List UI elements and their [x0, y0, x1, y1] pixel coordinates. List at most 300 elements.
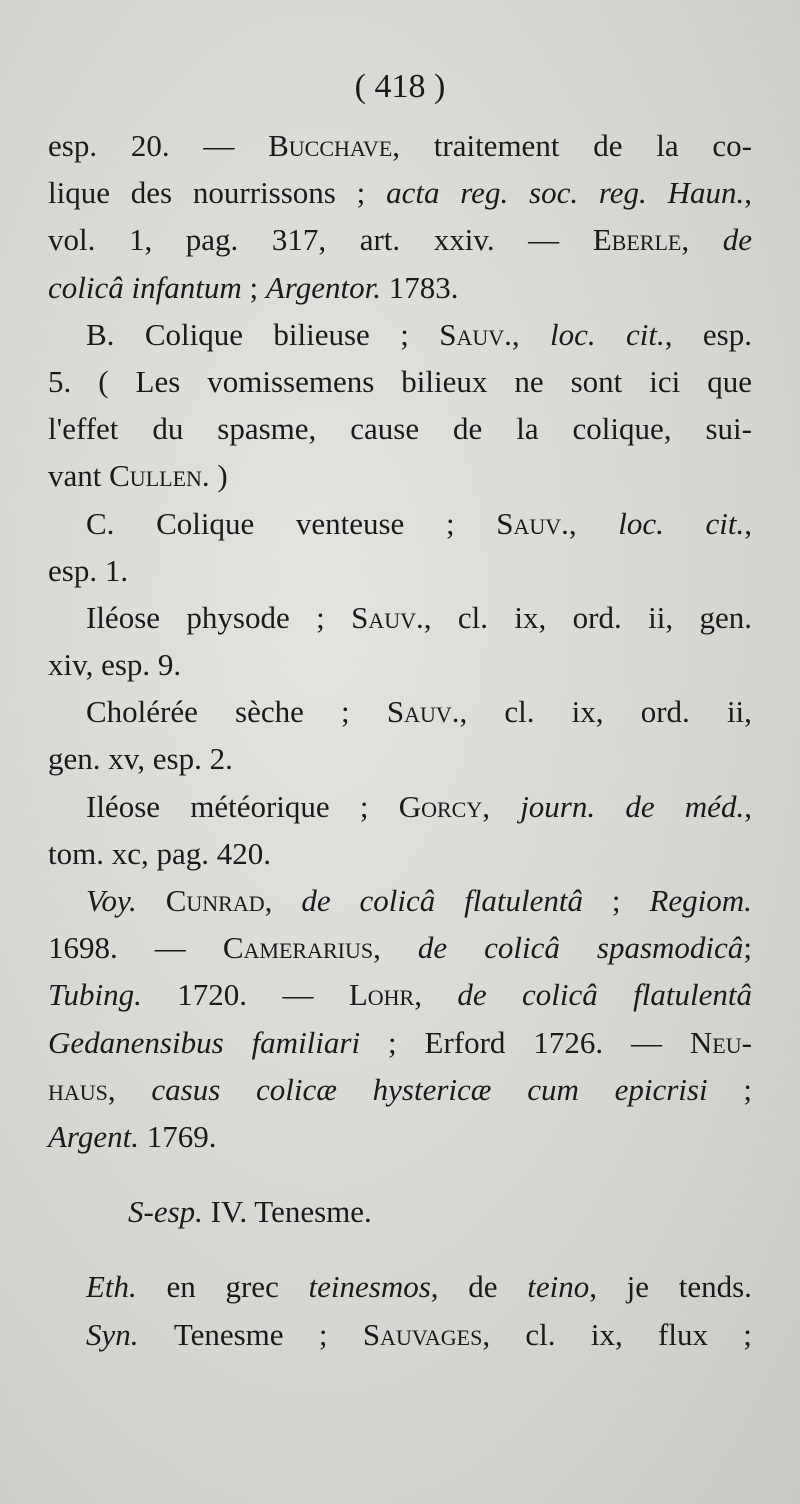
small-caps-name: Gorcy — [398, 788, 483, 824]
text-run: pag. — [185, 222, 239, 258]
text-run: , — [589, 1269, 597, 1305]
text-run: ; — [387, 1024, 397, 1060]
italic-text: de — [722, 222, 752, 258]
text-run: ; — [356, 175, 366, 211]
text-run: 1783. — [380, 269, 459, 305]
text-run: ; — [241, 269, 266, 305]
italic-text: spasmodicâ — [596, 930, 744, 966]
text-run: de — [453, 411, 483, 447]
word — [48, 405, 118, 452]
word — [98, 358, 108, 405]
text-run: , — [107, 1071, 116, 1107]
text-run: C. — [86, 505, 115, 541]
italic-text: colicâ infantum — [48, 269, 242, 305]
word — [48, 971, 142, 1018]
italic-text: de — [625, 788, 655, 824]
word — [434, 122, 560, 169]
word — [399, 783, 490, 830]
text-line-10 — [48, 547, 752, 594]
italic-text: reg. — [598, 175, 647, 211]
italic-text: hystericæ — [372, 1071, 492, 1107]
text-run: , — [482, 788, 490, 824]
word — [225, 1263, 278, 1310]
text-run: du — [152, 411, 184, 447]
italic-text: Argentor. — [265, 269, 381, 305]
word — [703, 311, 752, 358]
text-run: ii, — [726, 694, 752, 730]
word — [401, 358, 487, 405]
text-line-21 — [48, 1066, 752, 1113]
word — [522, 971, 598, 1018]
text-run: physode — [186, 599, 290, 635]
word — [528, 216, 559, 263]
word — [627, 1263, 649, 1310]
word — [349, 971, 422, 1018]
text-run: xxiv. — [433, 222, 495, 258]
text-run: ( — [98, 363, 109, 399]
word — [256, 1066, 337, 1113]
text-line-3 — [48, 216, 752, 263]
word — [48, 358, 71, 405]
text-run: que — [707, 363, 752, 399]
text-run: art. — [359, 222, 401, 258]
word — [86, 500, 114, 547]
word — [136, 358, 181, 405]
text-line-24 — [48, 1263, 752, 1310]
text-run: ; — [743, 930, 752, 966]
word — [86, 783, 160, 830]
word — [425, 1019, 506, 1066]
text-run: 317, — [271, 222, 327, 258]
italic-text: cit. — [626, 316, 665, 352]
text-run: la — [516, 411, 539, 447]
text-run: météorique — [190, 788, 330, 824]
word — [727, 688, 752, 735]
italic-text: loc. — [550, 316, 596, 352]
text-run: spasme, — [217, 411, 317, 447]
text-line-16 — [48, 830, 752, 877]
word — [649, 877, 751, 924]
text-run: ord. — [640, 694, 690, 730]
text-run: , — [664, 316, 673, 352]
italic-text: colicæ — [256, 1071, 337, 1107]
text-run: , — [482, 1316, 491, 1352]
section-heading — [48, 1188, 752, 1235]
italic-text: colicâ — [484, 930, 560, 966]
text-run: — — [630, 1024, 662, 1060]
italic-text: acta — [386, 175, 440, 211]
word — [186, 216, 239, 263]
word — [679, 1263, 752, 1310]
word — [387, 688, 467, 735]
text-run: , — [264, 883, 273, 918]
text-run: tom. xc, pag. 420. — [48, 835, 271, 871]
text-run: ; — [743, 1071, 752, 1107]
word — [618, 500, 664, 547]
spacer — [48, 1235, 752, 1263]
small-caps-name: Cunrad — [165, 883, 265, 918]
italic-text: journ. — [520, 788, 596, 824]
text-line-2 — [48, 169, 752, 216]
word — [167, 1263, 196, 1310]
text-line-22 — [48, 1113, 752, 1160]
italic-text: méd. — [684, 788, 745, 824]
word — [400, 311, 409, 358]
word — [649, 358, 680, 405]
text-run: — — [203, 128, 235, 163]
word — [186, 594, 289, 641]
italic-text: soc. — [529, 175, 579, 211]
text-run: — — [528, 222, 560, 258]
text-run: des — [130, 175, 173, 211]
text-run: bilieux — [401, 363, 488, 399]
italic-text: loc. — [618, 505, 664, 541]
word — [599, 169, 647, 216]
text-line-15 — [48, 783, 752, 830]
text-run: 20. — [130, 128, 170, 163]
word — [166, 877, 273, 924]
word — [633, 971, 752, 1018]
text-run: 1720. — [177, 977, 248, 1013]
text-run: co- — [712, 128, 752, 163]
word — [573, 405, 672, 452]
word — [193, 169, 336, 216]
italic-text: Regiom. — [649, 883, 752, 918]
text-line-19 — [48, 971, 752, 1018]
text-run: ; — [400, 316, 409, 352]
word — [593, 216, 689, 263]
text-run: venteuse — [295, 505, 405, 541]
text-run: Colique — [156, 505, 255, 541]
small-caps-name: Lohr — [348, 977, 415, 1013]
text-run: cl. — [457, 599, 489, 635]
word — [707, 358, 752, 405]
text-run: , — [744, 788, 752, 824]
word — [86, 688, 198, 735]
small-caps-name: Neu- — [689, 1024, 752, 1060]
word — [514, 594, 546, 641]
word — [516, 405, 538, 452]
text-run: bilieuse — [273, 316, 370, 352]
word — [571, 358, 623, 405]
text-run: ix, — [571, 694, 604, 730]
text-run: esp. 1. — [48, 552, 129, 588]
italic-text: de — [457, 977, 487, 1013]
italic-text: Eth. — [86, 1269, 137, 1305]
word — [434, 216, 495, 263]
word — [360, 216, 400, 263]
word — [418, 924, 447, 971]
word — [386, 169, 439, 216]
word — [207, 358, 374, 405]
word — [373, 1066, 492, 1113]
text-run: , — [373, 930, 381, 966]
word — [223, 924, 381, 971]
word — [155, 924, 186, 971]
word — [658, 1311, 708, 1358]
word — [48, 1019, 224, 1066]
text-run: xiv, esp. 9. — [48, 647, 182, 683]
word — [296, 500, 404, 547]
italic-text: S-esp. — [128, 1194, 203, 1230]
word — [86, 1263, 137, 1310]
word — [131, 122, 170, 169]
word — [690, 1019, 752, 1066]
word — [316, 594, 325, 641]
text-run: 5. — [48, 363, 72, 399]
small-caps-name: Sauvages — [362, 1316, 483, 1352]
word — [48, 122, 97, 169]
word — [319, 1311, 328, 1358]
word — [86, 1311, 139, 1358]
word — [641, 688, 690, 735]
text-run: cl. — [504, 694, 535, 730]
word — [668, 169, 752, 216]
italic-text: casus — [151, 1071, 221, 1107]
text-run: ix, — [590, 1316, 623, 1352]
word — [48, 169, 110, 216]
text-line-12 — [48, 641, 752, 688]
text-run: ; — [341, 694, 350, 730]
text-run: la — [656, 128, 679, 163]
word — [705, 500, 752, 547]
text-run: tends. — [678, 1269, 752, 1305]
text-run: flux — [658, 1316, 708, 1352]
text-run: gen. xv, esp. 2. — [48, 741, 233, 777]
text-line-20 — [48, 1019, 752, 1066]
word — [743, 1066, 752, 1113]
text-run: ; — [316, 599, 325, 635]
word — [351, 594, 431, 641]
word — [648, 594, 673, 641]
italic-text: Syn. — [86, 1316, 139, 1352]
text-run: , — [744, 175, 752, 211]
italic-text: colicâ — [359, 883, 436, 918]
text-run: — — [282, 977, 314, 1013]
small-caps-name: haus — [48, 1071, 108, 1107]
word — [86, 877, 137, 924]
word — [550, 311, 596, 358]
small-caps-name: Cullen — [109, 458, 202, 494]
small-caps-name: Sauv. — [496, 505, 569, 541]
text-run: sèche — [235, 694, 304, 730]
text-line-6 — [48, 358, 752, 405]
italic-text: Gedanensibus — [48, 1024, 224, 1060]
text-run: 1, — [128, 222, 153, 258]
word — [360, 877, 436, 924]
italic-text: de — [417, 930, 448, 966]
text-run: Cholérée — [86, 694, 198, 730]
word — [268, 122, 400, 169]
word — [527, 1066, 579, 1113]
word — [350, 405, 419, 452]
small-caps-name: Camerarius — [222, 930, 374, 966]
text-run: de — [593, 128, 623, 163]
word — [520, 783, 595, 830]
body-text — [48, 122, 752, 1358]
word — [484, 924, 560, 971]
word — [446, 500, 455, 547]
word — [656, 122, 678, 169]
word — [514, 358, 543, 405]
text-run: en — [166, 1269, 196, 1305]
text-line-9 — [48, 500, 752, 547]
text-run: esp. — [48, 128, 98, 163]
word — [388, 1019, 397, 1066]
small-caps-name: Sauv. — [351, 599, 424, 635]
word — [145, 311, 243, 358]
text-run: grec — [225, 1269, 279, 1305]
text-line-7 — [48, 405, 752, 452]
italic-text: Argent. — [48, 1118, 139, 1154]
text-run: Colique — [144, 316, 243, 352]
text-run: ; — [611, 883, 621, 918]
word — [48, 216, 95, 263]
text-run: nourrissons — [192, 175, 336, 211]
italic-text: epicrisi — [614, 1071, 708, 1107]
text-run: cause — [350, 411, 420, 447]
text-run: , — [511, 316, 520, 352]
word — [152, 405, 183, 452]
text-run: cl. — [525, 1316, 556, 1352]
text-line-11 — [48, 594, 752, 641]
word — [363, 1311, 490, 1358]
word — [626, 311, 673, 358]
text-run: Erford — [424, 1024, 506, 1060]
word — [86, 594, 160, 641]
text-line-17 — [48, 877, 752, 924]
word — [496, 500, 576, 547]
word — [301, 877, 330, 924]
text-run: Tenesme — [173, 1316, 284, 1352]
word — [453, 405, 482, 452]
word — [464, 877, 583, 924]
text-run: ; — [318, 1316, 328, 1352]
text-run: gen. — [699, 599, 752, 635]
word — [273, 311, 369, 358]
text-run: ici — [649, 363, 681, 399]
text-run: 1726. — [533, 1024, 604, 1060]
word — [177, 971, 247, 1018]
word — [712, 122, 752, 169]
text-run: lique — [48, 175, 110, 211]
small-caps-name: Sauv. — [386, 694, 460, 730]
word — [272, 216, 326, 263]
text-line-4 — [48, 264, 752, 311]
text-run: esp. — [702, 316, 752, 352]
text-run: vomissemens — [207, 363, 375, 399]
word — [591, 1311, 623, 1358]
word — [360, 783, 369, 830]
word — [572, 688, 604, 735]
text-line-1 — [48, 122, 752, 169]
text-run: — — [154, 930, 186, 966]
text-run: ne — [514, 363, 544, 399]
word — [203, 122, 234, 169]
text-line-14 — [48, 735, 752, 782]
text-run: , — [744, 505, 752, 541]
small-caps-name: Sauv. — [439, 316, 512, 352]
text-line-25 — [48, 1311, 752, 1358]
text-line-13 — [48, 688, 752, 735]
word — [174, 1311, 284, 1358]
text-run: Les — [135, 363, 181, 399]
text-line-8 — [48, 452, 752, 499]
text-run: , — [459, 694, 468, 730]
italic-text: teino — [527, 1269, 590, 1305]
word — [48, 1066, 116, 1113]
text-run: sui- — [705, 411, 752, 447]
text-run: ; — [359, 788, 369, 824]
word — [341, 688, 350, 735]
text-run: traitement — [433, 128, 560, 163]
text-run: 1698. — [48, 930, 118, 966]
text-run: IV. Tenesme. — [202, 1194, 372, 1230]
text-run: Iléose — [86, 599, 161, 635]
word — [631, 1019, 662, 1066]
small-caps-name: Bucchave — [268, 128, 393, 163]
text-run: 1769. — [138, 1118, 217, 1154]
word — [615, 1066, 708, 1113]
word — [235, 688, 304, 735]
page-number: ( 418 ) — [354, 68, 446, 105]
text-run: B. — [86, 316, 115, 352]
italic-text: Haun. — [667, 175, 745, 211]
word — [217, 405, 316, 452]
word — [156, 500, 254, 547]
word — [593, 122, 622, 169]
text-run: . ) — [201, 458, 228, 494]
word — [357, 169, 366, 216]
word — [458, 594, 488, 641]
italic-text: Voy. — [86, 883, 137, 918]
italic-text: cum — [527, 1071, 579, 1107]
word — [699, 594, 752, 641]
word — [533, 1019, 603, 1066]
text-line-18 — [48, 924, 752, 971]
text-run: ii, — [648, 599, 674, 635]
text-run: vant — [48, 458, 110, 494]
text-line-5 — [48, 311, 752, 358]
word — [573, 594, 622, 641]
word — [460, 169, 508, 216]
italic-text: familiari — [251, 1024, 361, 1060]
word — [129, 216, 152, 263]
word — [151, 1066, 220, 1113]
text-run: , — [681, 222, 690, 258]
text-run: , — [430, 1269, 439, 1305]
italic-text: de — [301, 883, 331, 918]
italic-text: reg. — [460, 175, 509, 211]
text-run: , — [414, 977, 422, 1013]
text-run: ; — [743, 1316, 752, 1352]
word — [131, 169, 172, 216]
word — [529, 169, 578, 216]
word — [252, 1019, 361, 1066]
word — [439, 311, 519, 358]
word — [705, 405, 752, 452]
word — [309, 1263, 439, 1310]
word — [504, 688, 534, 735]
italic-text: Tubing. — [48, 977, 142, 1013]
spacer — [48, 1160, 752, 1188]
text-run: vol. — [48, 222, 96, 258]
text-run: sont — [570, 363, 623, 399]
word — [86, 311, 114, 358]
text-run: ord. — [572, 599, 622, 635]
word — [597, 924, 752, 971]
small-caps-name: Eberle — [592, 222, 682, 258]
